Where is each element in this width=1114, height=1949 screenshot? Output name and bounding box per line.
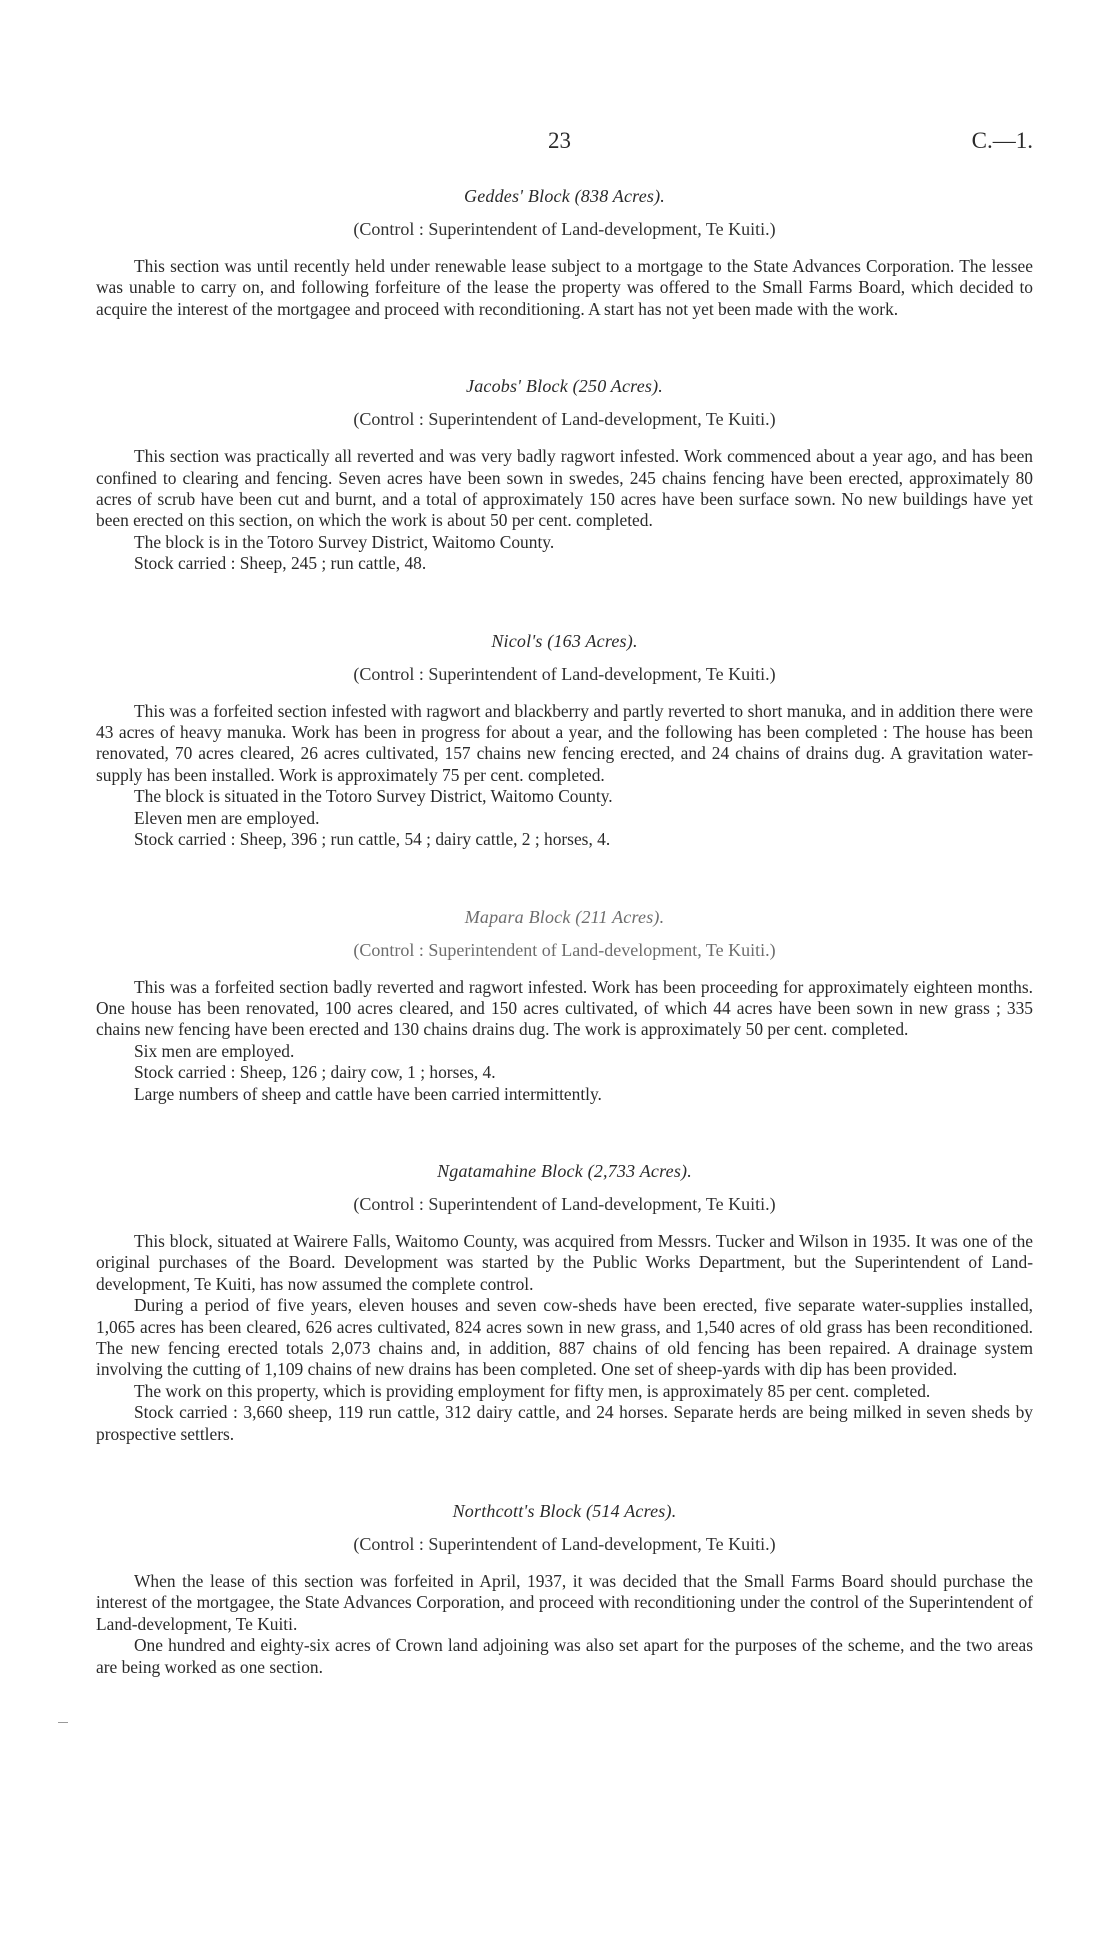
- section-line: Stock carried : Sheep, 245 ; run cattle, 48.: [134, 553, 427, 574]
- section-paragraph: One hundred and eighty-six acres of Crown land adjoining was also set apart for the purposes of the scheme, and the two areas are being worked as one section.: [96, 1635, 1033, 1677]
- page-header: [96, 128, 1033, 162]
- section-line: The block is in the Totoro Survey District, Waitomo County.: [134, 531, 555, 552]
- section-title: Northcott's Block (514 Acres).: [452, 1501, 677, 1521]
- section-title: Nicol's (163 Acres).: [491, 630, 638, 651]
- section-paragraph: This block, situated at Wairere Falls, Waitomo County, was acquired from Messrs. Tucker and Wilson in 1935. It was one of the original purchases of the Board. Development was started by the Public Works Department, but the Superintendent of Land-development, Te Kuiti, has now assumed the complete control.: [96, 1230, 1033, 1294]
- page-number: 23: [548, 128, 571, 153]
- section-paragraph: This section was until recently held under renewable lease subject to a mortgage to the State Advances Corporation. The lessee was unable to carry on, and following forfeiture of the lease the property was offered to the Small Farms Board, which decided to acquire the interest of the mortgagee and proceed with reconditioning. A start has not yet been made with the work.: [96, 256, 1033, 319]
- section-line: The block is situated in the Totoro Survey District, Waitomo County.: [134, 786, 613, 807]
- section-line: Eleven men are employed.: [134, 807, 320, 828]
- section-line: Stock carried : Sheep, 126 ; dairy cow, 1 ; horses, 4.: [134, 1062, 496, 1083]
- section-title: Geddes' Block (838 Acres).: [464, 186, 665, 206]
- section-jacobs-block: [96, 376, 1033, 574]
- section-geddes-block: [96, 186, 1033, 320]
- document-reference: C.—1.: [971, 128, 1033, 153]
- section-line: Stock carried : Sheep, 396 ; run cattle, 54 ; dairy cattle, 2 ; horses, 4.: [134, 829, 611, 850]
- section-ngatamahine-block: [96, 1161, 1033, 1445]
- section-paragraph: This was a forfeited section infested with ragwort and blackberry and partly reverted to short manuka, and in addition there were 43 acres of heavy manuka. Work has been in progress for about a year, and the following has been completed : The house has been renovated, 70 acres cleared, 26 acres cultivated, 157 chains new fencing erected, and 24 chains of drains dug. A gravitation water-supply has been installed. Work is approximately 75 per cent. completed.: [96, 700, 1033, 785]
- section-paragraph: During a period of five years, eleven houses and seven cow-sheds have been erected, five separate water-supplies installed, 1,065 acres has been cleared, 626 acres cultivated, 824 acres sown in new grass, and 1,540 acres of old grass has been reconditioned. The new fencing erected totals 2,073 chains and, in addition, 887 chains of old fencing has been repaired. A drainage system involving the cutting of 1,109 chains of new drains has been completed. One set of sheep-yards with dip has been provided.: [96, 1295, 1033, 1380]
- margin-mark: [58, 1722, 68, 1723]
- document-page: [96, 128, 1033, 1678]
- section-line: Large numbers of sheep and cattle have been carried intermittently.: [134, 1083, 602, 1104]
- section-control: (Control : Superintendent of Land-development, Te Kuiti.): [353, 409, 776, 430]
- section-control: (Control : Superintendent of Land-development, Te Kuiti.): [353, 1193, 776, 1214]
- section-paragraph: Stock carried : 3,660 sheep, 119 run cattle, 312 dairy cattle, and 24 horses. Separate herds are being milked in seven sheds by prospective settlers.: [96, 1402, 1033, 1444]
- section-paragraph: This was a forfeited section badly reverted and ragwort infested. Work has been proceeding for approximately eighteen months. One house has been renovated, 100 acres cleared, and 150 acres cultivated, of which 44 acres have been sown in new grass ; 335 chains new fencing have been erected and 130 chains drains dug. The work is approximately 50 per cent. completed.: [96, 976, 1033, 1040]
- section-title: Jacobs' Block (250 Acres).: [466, 376, 663, 397]
- section-paragraph: The work on this property, which is providing employment for fifty men, is approximately 85 per cent. completed.: [134, 1380, 931, 1401]
- section-paragraph: This section was practically all reverted and was very badly ragwort infested. Work commenced about a year ago, and has been confined to clearing and fencing. Seven acres have been sown in swedes, 245 chains fencing have been erected, approximately 80 acres of scrub have been cut and burnt, and a total of approximately 150 acres have been surface sown. No new buildings have yet been erected on this section, on which the work is about 50 per cent. completed.: [96, 446, 1033, 531]
- section-nicols-block: [96, 631, 1033, 851]
- section-paragraph: When the lease of this section was forfeited in April, 1937, it was decided that the Small Farms Board should purchase the interest of the mortgagee, the State Advances Corporation, and proceed with reconditioning under the control of the Superintendent of Land-development, Te Kuiti.: [96, 1571, 1033, 1634]
- section-title: Mapara Block (211 Acres).: [464, 906, 665, 927]
- section-mapara-block: [96, 907, 1033, 1105]
- section-control: (Control : Superintendent of Land-development, Te Kuiti.): [353, 939, 776, 960]
- section-northcotts-block: [96, 1501, 1033, 1678]
- section-control: (Control : Superintendent of Land-development, Te Kuiti.): [353, 663, 776, 684]
- section-line: Six men are employed.: [134, 1040, 295, 1061]
- section-control: (Control : Superintendent of Land-development, Te Kuiti.): [353, 219, 776, 239]
- section-title: Ngatamahine Block (2,733 Acres).: [437, 1160, 692, 1181]
- section-control: (Control : Superintendent of Land-development, Te Kuiti.): [353, 1534, 776, 1554]
